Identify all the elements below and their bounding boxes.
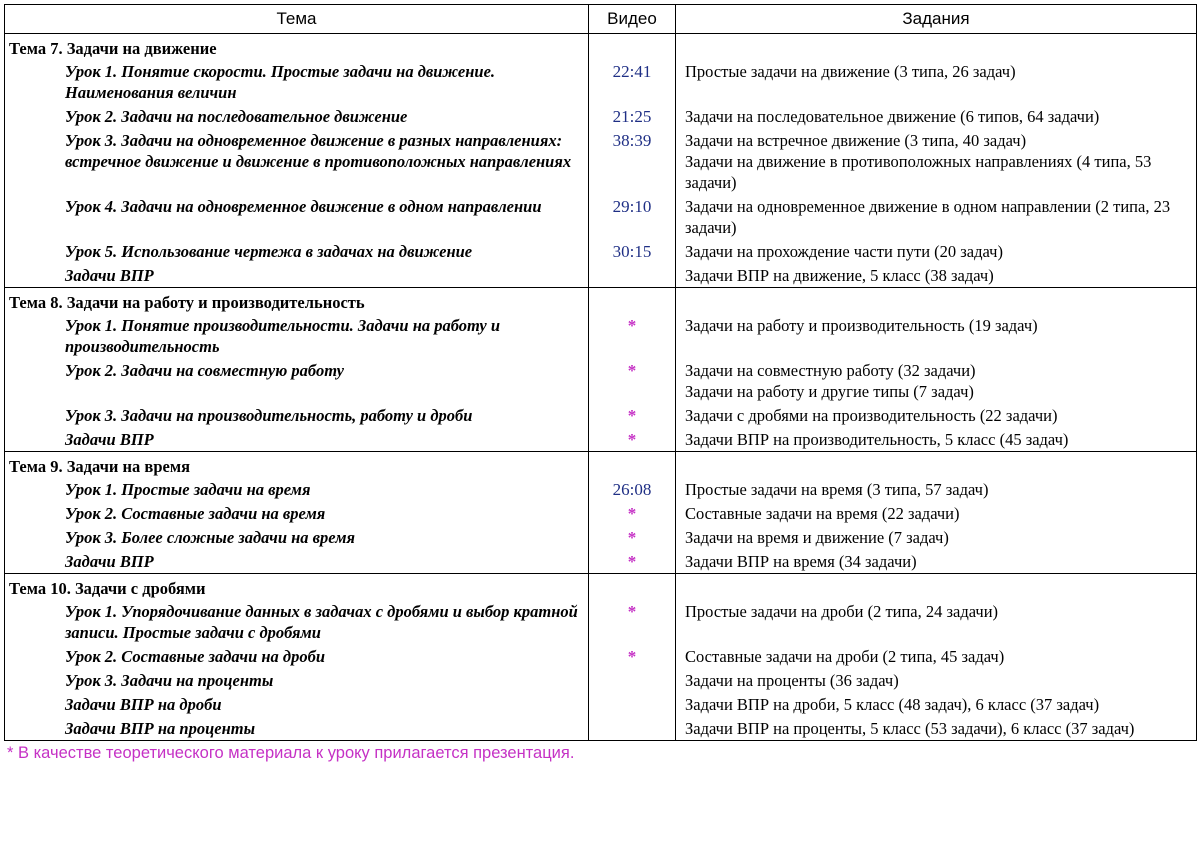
tasks-cell (676, 104, 1197, 128)
lesson-row (5, 549, 1197, 574)
topic-tasks-cell (676, 288, 1197, 314)
tasks-cell (676, 599, 1197, 644)
lesson-title[interactable]: Урок 3. Задачи на проценты (5, 668, 589, 692)
task-link[interactable]: Задачи ВПР на движение, 5 класс (38 задач) (685, 266, 994, 285)
video-duration[interactable]: 21:25 (589, 104, 676, 128)
tasks-cell (676, 525, 1197, 549)
presentation-marker[interactable]: * (589, 358, 676, 403)
course-plan (4, 4, 1196, 763)
task-link[interactable]: Задачи на работу и производительность (19 задач) (685, 316, 1038, 335)
lesson-title[interactable]: Урок 2. Задачи на последовательное движение (5, 104, 589, 128)
tasks-cell (676, 128, 1197, 194)
video-duration (589, 263, 676, 288)
task-link[interactable]: Простые задачи на время (3 типа, 57 задач) (685, 480, 989, 499)
lesson-row (5, 128, 1197, 194)
tasks-cell (676, 263, 1197, 288)
lesson-row (5, 668, 1197, 692)
task-link[interactable]: Задачи на одновременное движение в одном направлении (2 типа, 23 задачи) (685, 197, 1171, 237)
lesson-title[interactable]: Урок 1. Понятие скорости. Простые задачи на движение. Наименования величин (5, 59, 589, 104)
lesson-title[interactable]: Урок 1. Простые задачи на время (5, 477, 589, 501)
topic-row (5, 288, 1197, 314)
lesson-title[interactable]: Урок 3. Задачи на производительность, работу и дроби (5, 403, 589, 427)
task-link[interactable]: Задачи ВПР на проценты, 5 класс (53 задачи), 6 класс (37 задач) (685, 719, 1135, 738)
topic-title: Тема 8. Задачи на работу и производительность (5, 288, 589, 314)
tasks-cell (676, 194, 1197, 239)
topic-video-cell (589, 452, 676, 478)
presentation-marker[interactable]: * (589, 525, 676, 549)
topic-title: Тема 9. Задачи на время (5, 452, 589, 478)
tasks-cell (676, 692, 1197, 716)
lesson-row (5, 525, 1197, 549)
lesson-row (5, 644, 1197, 668)
header-tasks: Задания (676, 5, 1197, 34)
topic-row (5, 34, 1197, 60)
video-duration[interactable]: 22:41 (589, 59, 676, 104)
task-link[interactable]: Составные задачи на время (22 задачи) (685, 504, 960, 523)
tasks-cell (676, 59, 1197, 104)
table-header (5, 5, 1197, 34)
lesson-title[interactable]: Урок 5. Использование чертежа в задачах на движение (5, 239, 589, 263)
lesson-title[interactable]: Задачи ВПР на дроби (5, 692, 589, 716)
task-link[interactable]: Задачи с дробями на производительность (22 задачи) (685, 406, 1058, 425)
presentation-marker[interactable]: * (589, 599, 676, 644)
tasks-cell (676, 239, 1197, 263)
topic-video-cell (589, 288, 676, 314)
task-link[interactable]: Задачи ВПР на дроби, 5 класс (48 задач), 6 класс (37 задач) (685, 695, 1100, 714)
video-duration[interactable]: 38:39 (589, 128, 676, 194)
lesson-row (5, 313, 1197, 358)
task-link[interactable]: Задачи на время и движение (7 задач) (685, 528, 949, 547)
tasks-cell (676, 716, 1197, 741)
lesson-title[interactable]: Урок 2. Составные задачи на время (5, 501, 589, 525)
tasks-cell (676, 403, 1197, 427)
lesson-title[interactable]: Задачи ВПР на проценты (5, 716, 589, 741)
header-video: Видео (589, 5, 676, 34)
topic-video-cell (589, 34, 676, 60)
task-link[interactable]: Задачи на совместную работу (32 задачи) (685, 361, 976, 380)
presentation-marker[interactable]: * (589, 549, 676, 574)
tasks-cell (676, 644, 1197, 668)
lesson-row (5, 358, 1197, 403)
footnote: * В качестве теоретического материала к уроку прилагается презентация. (7, 744, 575, 762)
presentation-marker[interactable]: * (589, 644, 676, 668)
video-duration (589, 692, 676, 716)
course-table (4, 4, 1197, 741)
lesson-title[interactable]: Задачи ВПР (5, 427, 589, 452)
lesson-row (5, 403, 1197, 427)
task-link[interactable]: Задачи на работу и другие типы (7 задач) (685, 382, 974, 401)
topic-row (5, 574, 1197, 600)
lesson-title[interactable]: Урок 3. Более сложные задачи на время (5, 525, 589, 549)
tasks-cell (676, 358, 1197, 403)
video-duration[interactable]: 30:15 (589, 239, 676, 263)
lesson-title[interactable]: Урок 4. Задачи на одновременное движение в одном направлении (5, 194, 589, 239)
presentation-marker[interactable]: * (589, 313, 676, 358)
topic-title: Тема 10. Задачи с дробями (5, 574, 589, 600)
table-body (5, 34, 1197, 741)
lesson-row (5, 501, 1197, 525)
topic-tasks-cell (676, 574, 1197, 600)
lesson-title[interactable]: Урок 2. Задачи на совместную работу (5, 358, 589, 403)
lesson-row (5, 59, 1197, 104)
task-link[interactable]: Задачи на движение в противоположных направлениях (4 типа, 53 задачи) (685, 152, 1152, 192)
tasks-cell (676, 313, 1197, 358)
topic-tasks-cell (676, 452, 1197, 478)
header-topic: Тема (5, 5, 589, 34)
lesson-title[interactable]: Урок 1. Упорядочивание данных в задачах с дробями и выбор кратной записи. Простые задачи с дробями (5, 599, 589, 644)
lesson-row (5, 194, 1197, 239)
tasks-cell (676, 549, 1197, 574)
lesson-row (5, 104, 1197, 128)
task-link[interactable]: Задачи на прохождение части пути (20 задач) (685, 242, 1003, 261)
video-duration (589, 668, 676, 692)
presentation-marker[interactable]: * (589, 501, 676, 525)
tasks-cell (676, 427, 1197, 452)
lesson-row (5, 716, 1197, 741)
lesson-row (5, 239, 1197, 263)
lesson-row (5, 599, 1197, 644)
presentation-marker[interactable]: * (589, 403, 676, 427)
topic-row (5, 452, 1197, 478)
video-duration (589, 716, 676, 741)
task-link[interactable]: Задачи ВПР на производительность, 5 класс (45 задач) (685, 430, 1069, 449)
lesson-title[interactable]: Урок 1. Понятие производительности. Задачи на работу и производительность (5, 313, 589, 358)
lesson-row (5, 427, 1197, 452)
task-link[interactable]: Задачи на последовательное движение (6 типов, 64 задачи) (685, 107, 1100, 126)
topic-title: Тема 7. Задачи на движение (5, 34, 589, 60)
lesson-title[interactable]: Задачи ВПР (5, 549, 589, 574)
presentation-marker[interactable]: * (589, 427, 676, 452)
topic-tasks-cell (676, 34, 1197, 60)
lesson-title[interactable]: Задачи ВПР (5, 263, 589, 288)
topic-video-cell (589, 574, 676, 600)
tasks-cell (676, 668, 1197, 692)
tasks-cell (676, 477, 1197, 501)
task-link[interactable]: Составные задачи на дроби (2 типа, 45 задач) (685, 647, 1005, 666)
tasks-cell (676, 501, 1197, 525)
video-duration[interactable]: 26:08 (589, 477, 676, 501)
lesson-row (5, 692, 1197, 716)
lesson-row (5, 263, 1197, 288)
video-duration[interactable]: 29:10 (589, 194, 676, 239)
task-link[interactable]: Простые задачи на дроби (2 типа, 24 задачи) (685, 602, 999, 621)
task-link[interactable]: Задачи на проценты (36 задач) (685, 671, 899, 690)
task-link[interactable]: Простые задачи на движение (3 типа, 26 задач) (685, 62, 1016, 81)
lesson-title[interactable]: Урок 3. Задачи на одновременное движение в разных направлениях: встречное движение и движение в противоположных направлениях (5, 128, 589, 194)
lesson-row (5, 477, 1197, 501)
task-link[interactable]: Задачи ВПР на время (34 задачи) (685, 552, 917, 571)
task-link[interactable]: Задачи на встречное движение (3 типа, 40 задач) (685, 131, 1027, 150)
lesson-title[interactable]: Урок 2. Составные задачи на дроби (5, 644, 589, 668)
